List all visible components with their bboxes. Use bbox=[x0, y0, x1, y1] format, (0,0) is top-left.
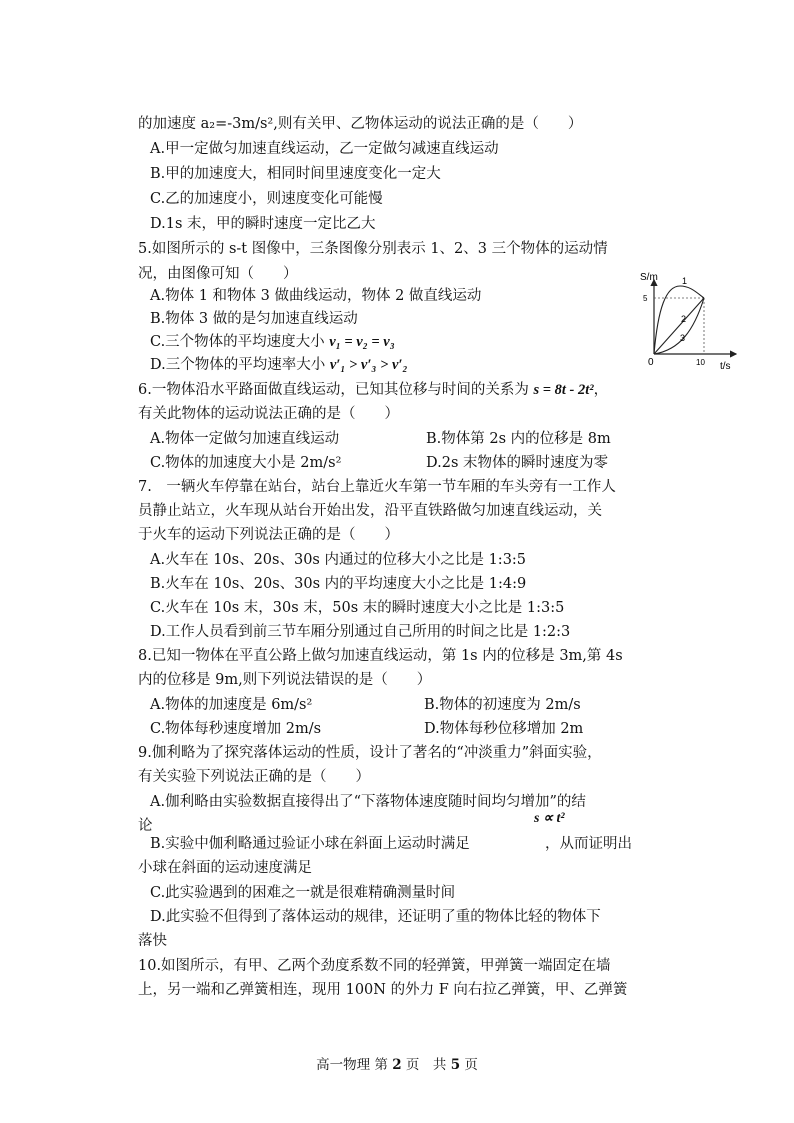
q10-stem-line2: 上，另一端和乙弹簧相连，现用 100N 的外力 F 向右拉乙弹簧，甲、乙弹簧 bbox=[138, 982, 628, 998]
q7-option-b: B.火车在 10s、20s、30s 内的平均速度大小之比是 1:4:9 bbox=[150, 576, 527, 592]
q4-option-c: C.乙的加速度小，则速度变化可能慢 bbox=[150, 191, 383, 207]
q9-option-d-line2: 落快 bbox=[138, 933, 167, 949]
q8-stem-line1: 8.已知一物体在平直公路上做匀加速直线运动，第 1s 内的位移是 3m,第 4s bbox=[138, 648, 623, 664]
q5-stem-line2: 况，由图像可知（ ） bbox=[138, 266, 298, 282]
q9-option-b-text-end: ，从而证明出 bbox=[544, 836, 632, 852]
q9-option-c: C.此实验遇到的困难之一就是很难精确测量时间 bbox=[150, 885, 456, 901]
origin-label: 0 bbox=[648, 357, 654, 368]
q5-speed-inequality-formula: v′₁ > v′₃ > v′₂ bbox=[329, 357, 408, 373]
page-footer bbox=[0, 1053, 794, 1073]
q8-option-c: C.物体每秒速度增加 2m/s bbox=[150, 721, 322, 737]
q6-option-d: D.2s 末物体的瞬时速度为零 bbox=[426, 455, 608, 471]
q6-comma: ， bbox=[593, 382, 609, 398]
q9-option-b-text-start: B.实验中伽利略通过验证小球在斜面上运动时满足 bbox=[150, 836, 470, 852]
q9-option-b-line2: 小球在斜面的运动速度满足 bbox=[138, 860, 312, 876]
q6-option-c: C.物体的加速度大小是 2m/s² bbox=[150, 455, 342, 471]
q7-stem-line1: 7. 一辆火车停靠在站台，站台上靠近火车第一节车厢的车头旁有一工作人 bbox=[138, 479, 616, 495]
q7-stem-line2: 员静止站立，火车现从站台开始出发，沿平直铁路做匀加速直线运动，关 bbox=[138, 503, 602, 519]
q9-option-a-line2: 论 bbox=[138, 818, 153, 834]
q4-option-d: D.1s 末，甲的瞬时速度一定比乙大 bbox=[150, 216, 376, 232]
q5-option-d-text: D.三个物体的平均速率大小 bbox=[150, 357, 326, 373]
footer-page-number: 2 bbox=[392, 1057, 402, 1073]
q5-equal-velocity-formula: v₁ = v₂ = v₃ bbox=[329, 334, 395, 350]
x-tick-label: 10 bbox=[696, 358, 705, 367]
footer-of-word: 页 共 bbox=[405, 1057, 447, 1073]
q8-option-b: B.物体的初速度为 2m/s bbox=[424, 697, 581, 713]
curve-1-label: 1 bbox=[682, 276, 688, 286]
q8-option-d: D.物体每秒位移增加 2m bbox=[424, 721, 584, 737]
q8-option-a: A.物体的加速度是 6m/s² bbox=[150, 697, 313, 713]
footer-total-pages: 5 bbox=[450, 1057, 461, 1073]
curve-1 bbox=[654, 286, 704, 354]
st-graph bbox=[632, 268, 742, 372]
q9-formula-text: s ∝ t² bbox=[534, 811, 565, 826]
q6-stem-text: 6.一物体沿水平路面做直线运动，已知其位移与时间的关系为 bbox=[138, 382, 529, 398]
y-axis-label: S/m bbox=[640, 272, 658, 283]
q5-stem-line1: 5.如图所示的 s-t 图像中，三条图像分别表示 1、2、3 三个物体的运动情 bbox=[138, 241, 608, 257]
q9-stem-line1: 9.伽利略为了探究落体运动的性质，设计了著名的“冲淡重力”斜面实验， bbox=[138, 745, 602, 761]
q4-option-b: B.甲的加速度大，相同时间里速度变化一定大 bbox=[150, 166, 441, 182]
x-axis-label: t/s bbox=[720, 361, 731, 372]
q9-option-a-line1: A.伽利略由实验数据直接得出了“下落物体速度随时间均匀增加”的结 bbox=[150, 794, 586, 810]
q7-option-c: C.火车在 10s 末，30s 末，50s 末的瞬时速度大小之比是 1:3:5 bbox=[150, 600, 565, 616]
q6-stem-line2: 有关此物体的运动说法正确的是（ ） bbox=[138, 406, 399, 422]
q6-stem-line1 bbox=[138, 379, 608, 401]
q9-proportional-formula bbox=[534, 807, 565, 830]
q9-option-d-line1: D.此实验不但得到了落体运动的规律，还证明了重的物体比轻的物体下 bbox=[150, 909, 601, 925]
q4-stem-end: 的加速度 a₂=-3m/s²,则有关甲、乙物体运动的说法正确的是（ ） bbox=[138, 116, 583, 132]
q6-option-a: A.物体一定做匀加速直线运动 bbox=[150, 431, 340, 447]
y-tick-label: 5 bbox=[643, 294, 648, 303]
q5-option-a: A.物体 1 和物体 3 做曲线运动，物体 2 做直线运动 bbox=[150, 288, 482, 304]
footer-end-word: 页 bbox=[464, 1057, 478, 1073]
q4-option-a: A.甲一定做匀加速直线运动，乙一定做匀减速直线运动 bbox=[150, 141, 499, 157]
q9-stem-line2: 有关实验下列说法正确的是（ ） bbox=[138, 769, 370, 785]
q7-option-a: A.火车在 10s、20s、30s 内通过的位移大小之比是 1:3:5 bbox=[150, 552, 527, 568]
footer-page-word: 第 bbox=[374, 1057, 388, 1073]
curve-2-label: 2 bbox=[681, 314, 687, 324]
q7-option-d: D.工作人员看到前三节车厢分别通过自己所用的时间之比是 1:2:3 bbox=[150, 624, 571, 640]
q5-option-b: B.物体 3 做的是匀加速直线运动 bbox=[150, 311, 358, 327]
q6-displacement-formula: s = 8t - 2t² bbox=[533, 382, 594, 398]
q5-option-d bbox=[150, 354, 408, 376]
curve-3-label: 3 bbox=[680, 333, 686, 343]
q7-stem-line3: 于火车的运动下列说法正确的是（ ） bbox=[138, 527, 399, 543]
footer-subject: 高一物理 bbox=[316, 1057, 371, 1073]
q8-stem-line2: 内的位移是 9m,则下列说法错误的是（ ） bbox=[138, 672, 432, 688]
q9-option-b-line1 bbox=[150, 833, 632, 855]
q10-stem-line1: 10.如图所示，有甲、乙两个劲度系数不同的轻弹簧，甲弹簧一端固定在墙 bbox=[138, 958, 611, 974]
q5-option-c-text: C.三个物体的平均速度大小 bbox=[150, 334, 325, 350]
q5-option-c bbox=[150, 331, 395, 353]
q6-option-b: B.物体第 2s 内的位移是 8m bbox=[426, 431, 611, 447]
